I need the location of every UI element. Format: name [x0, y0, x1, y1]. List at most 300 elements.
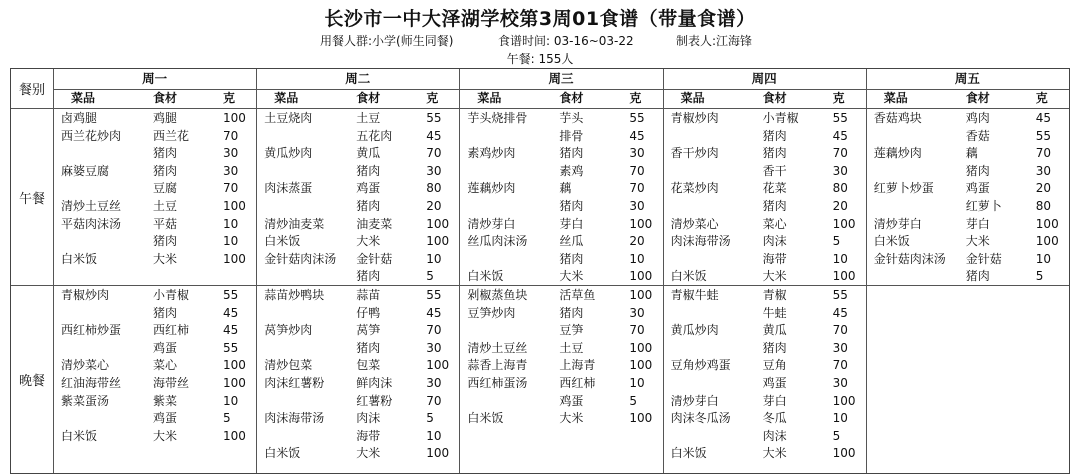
gram-cell: 55: [832, 111, 848, 125]
menu-row: [256, 251, 459, 268]
menu-row: [459, 305, 662, 322]
menu-row: [663, 251, 866, 268]
gram-cell: 70: [426, 323, 442, 338]
menu-row: [53, 428, 256, 445]
ingredient-cell: 冬瓜: [762, 411, 787, 426]
gram-cell: 80: [426, 181, 442, 196]
gram-cell: 30: [832, 376, 848, 390]
menu-row: [663, 340, 866, 357]
dish-cell: 肉沫海带汤: [670, 234, 731, 249]
lunch-count: 午餐: 155人: [506, 52, 574, 66]
menu-row: [866, 163, 1069, 180]
meal-label: 午餐: [18, 191, 45, 207]
dish-cell: 清炒油麦菜: [264, 216, 325, 231]
ingredient-cell: 土豆: [559, 340, 584, 355]
menu-row: [459, 322, 662, 339]
dish-cell: 白米饭: [670, 269, 707, 284]
gram-cell: 10: [832, 411, 848, 426]
gram-cell: 70: [832, 358, 848, 373]
ingredient-cell: 金针菇: [356, 251, 393, 266]
ingredient-cell: 活草鱼: [559, 288, 596, 302]
gram-cell: 70: [629, 181, 645, 196]
ingredient-cell: 猪肉: [356, 340, 381, 355]
dish-cell: 清炒菜心: [61, 358, 110, 373]
ingredient-cell: 猪肉: [356, 199, 381, 213]
ingredient-cell: 猪肉: [153, 305, 178, 320]
menu-row: [663, 268, 866, 285]
menu-row: [663, 287, 866, 304]
dish-cell: 红油海带丝: [61, 376, 122, 390]
dish-cell: 青椒炒肉: [61, 288, 110, 302]
dish-cell: 土豆烧肉: [264, 111, 313, 125]
menu-row: [256, 216, 459, 233]
gram-cell: 10: [629, 251, 645, 266]
ingredient-cell: 五花肉: [356, 128, 393, 143]
gram-cell: 10: [223, 393, 239, 408]
menu-row: [663, 305, 866, 322]
ingredient-cell: 西红柿: [559, 376, 596, 390]
dish-cell: 清炒芽白: [873, 216, 922, 231]
gram-cell: 100: [223, 376, 246, 390]
gram-cell: 100: [832, 216, 856, 231]
gram-cell: 45: [832, 128, 848, 143]
menu-row: [866, 251, 1069, 268]
row-divider: [11, 108, 1069, 109]
gram-cell: 100: [629, 358, 653, 373]
menu-row: [459, 393, 662, 410]
gram-cell: 80: [832, 181, 848, 196]
menu-row: [53, 163, 256, 180]
gram-cell: 45: [223, 305, 239, 320]
ingredient-cell: 小青椒: [153, 288, 190, 302]
ingredient-cell: 丝瓜: [559, 234, 584, 249]
menu-row: [663, 357, 866, 374]
ingredient-cell: 大米: [356, 234, 381, 249]
ingredient-cell: 猪肉: [559, 251, 584, 266]
dish-cell: 紫菜蛋汤: [61, 393, 110, 408]
gram-cell: 100: [223, 428, 246, 443]
gram-cell: 10: [223, 216, 239, 231]
gram-cell: 100: [832, 393, 856, 408]
menu-row: [459, 233, 662, 250]
gram-cell: 80: [1035, 199, 1052, 213]
menu-row: [256, 445, 459, 462]
dish-cell: 白米饭: [670, 446, 707, 461]
gram-cell: 55: [426, 111, 442, 125]
dish-cell: 莴笋炒肉: [264, 323, 313, 338]
dish-header: 菜品: [274, 91, 299, 105]
gram-cell: 10: [1035, 251, 1052, 266]
menu-row: [459, 340, 662, 357]
gram-header: 克: [223, 91, 236, 105]
gram-cell: 30: [426, 163, 442, 178]
gram-cell: 30: [832, 163, 848, 178]
dish-cell: 红萝卜炒蛋: [873, 181, 934, 196]
dish-cell: 肉沫海带汤: [264, 411, 325, 426]
dish-cell: 花菜炒肉: [670, 181, 719, 196]
gram-cell: 100: [426, 234, 450, 249]
gram-cell: 5: [629, 393, 638, 408]
menu-row: [663, 410, 866, 427]
dish-cell: 西兰花炒肉: [61, 128, 122, 143]
ingredient-cell: 大米: [762, 446, 787, 461]
ingredient-cell: 鸡蛋: [356, 181, 381, 196]
menu-row: [53, 340, 256, 357]
dish-cell: 素鸡炒肉: [467, 146, 516, 161]
menu-row: [663, 163, 866, 180]
menu-row: [256, 233, 459, 250]
dish-cell: 莲藕炒肉: [873, 146, 922, 161]
dish-cell: 芋头烧排骨: [467, 111, 528, 125]
menu-row: [53, 198, 256, 215]
menu-row: [866, 216, 1069, 233]
ingredient-cell: 紫菜: [153, 393, 178, 408]
dish-header: 菜品: [477, 91, 502, 105]
menu-row: [459, 216, 662, 233]
menu-row: [866, 233, 1069, 250]
ingredient-cell: 青椒: [762, 288, 787, 302]
gram-cell: 5: [832, 234, 841, 249]
dish-cell: 西红柿炒蛋: [61, 323, 122, 338]
ingredient-cell: 金针菇: [965, 251, 1002, 266]
menu-row: [663, 233, 866, 250]
ingredient-cell: 蒜苗: [356, 288, 381, 302]
dish-cell: 白米饭: [467, 411, 504, 426]
menu-maker: 制表人:江海锋: [676, 34, 753, 48]
dish-cell: 金针菇肉沫汤: [873, 251, 946, 266]
menu-row: [663, 128, 866, 145]
gram-cell: 5: [223, 411, 231, 426]
gram-cell: 100: [223, 111, 246, 125]
gram-cell: 10: [832, 251, 848, 266]
dish-cell: 清炒菜心: [670, 216, 719, 231]
menu-row: [53, 322, 256, 339]
menu-row: [256, 428, 459, 445]
ingredient-cell: 大米: [356, 446, 381, 461]
dish-cell: 清炒包菜: [264, 358, 313, 373]
menu-row: [256, 268, 459, 285]
ingredient-cell: 芋头: [559, 111, 584, 125]
ingredient-cell: 素鸡: [559, 163, 584, 178]
ingredient-cell: 大米: [153, 251, 178, 266]
ingredient-cell: 肉沫: [356, 411, 381, 426]
menu-row: [256, 322, 459, 339]
menu-row: [256, 287, 459, 304]
menu-row: [53, 251, 256, 268]
menu-row: [256, 163, 459, 180]
ingredient-cell: 芽白: [559, 216, 584, 231]
ingredient-cell: 豆笋: [559, 323, 584, 338]
menu-row: [459, 180, 662, 197]
ingredient-cell: 猪肉: [762, 146, 787, 161]
ingredient-cell: 猪肉: [965, 269, 990, 284]
ingredient-cell: 菜心: [762, 216, 787, 231]
menu-row: [53, 216, 256, 233]
menu-row: [459, 375, 662, 392]
ingredient-cell: 猪肉: [356, 163, 381, 178]
gram-cell: 55: [832, 288, 848, 302]
ingredient-header: 食材: [153, 91, 178, 105]
menu-row: [256, 305, 459, 322]
menu-row: [866, 268, 1069, 285]
ingredient-cell: 红薯粉: [356, 393, 393, 408]
menu-row: [866, 128, 1069, 145]
diner-group: 用餐人群:小学(师生同餐): [320, 34, 454, 48]
ingredient-cell: 芽白: [965, 216, 990, 231]
gram-cell: 45: [426, 128, 442, 143]
dish-cell: 丝瓜肉沫汤: [467, 234, 528, 249]
gram-cell: 45: [426, 305, 442, 320]
dish-cell: 平菇肉沫汤: [61, 216, 122, 231]
ingredient-cell: 大米: [153, 428, 178, 443]
menu-row: [459, 110, 662, 127]
gram-cell: 100: [1035, 216, 1059, 231]
dish-cell: 白米饭: [61, 428, 98, 443]
menu-row: [53, 393, 256, 410]
ingredient-cell: 红萝卜: [965, 199, 1002, 213]
dish-cell: 蒜苗炒鸭块: [264, 288, 325, 302]
menu-row: [663, 428, 866, 445]
ingredient-header: 食材: [559, 91, 584, 105]
dish-cell: 青椒炒肉: [670, 111, 719, 125]
ingredient-cell: 上海青: [559, 358, 596, 373]
day-header: 周二: [345, 71, 371, 86]
gram-cell: 100: [629, 340, 653, 355]
ingredient-cell: 肉沫: [762, 234, 787, 249]
ingredient-cell: 猪肉: [153, 146, 178, 161]
menu-row: [663, 445, 866, 462]
menu-row: [256, 145, 459, 162]
ingredient-cell: 藕: [965, 146, 978, 161]
ingredient-cell: 仔鸭: [356, 305, 381, 320]
menu-row: [53, 357, 256, 374]
ingredient-cell: 海带: [356, 428, 381, 443]
dish-cell: 肉沫蒸蛋: [264, 181, 313, 196]
gram-cell: 20: [426, 199, 442, 213]
gram-cell: 100: [426, 446, 450, 461]
page-title: 长沙市一中大泽湖学校第3周01食谱（带量食谱）: [324, 8, 756, 30]
menu-row: [663, 110, 866, 127]
gram-cell: 70: [426, 146, 442, 161]
menu-row: [663, 145, 866, 162]
ingredient-cell: 肉沫: [762, 428, 787, 443]
gram-header: 克: [832, 91, 845, 105]
ingredient-cell: 猪肉: [356, 269, 381, 284]
dish-cell: 白米饭: [873, 234, 910, 249]
menu-row: [256, 198, 459, 215]
gram-cell: 5: [832, 428, 841, 443]
menu-row: [256, 180, 459, 197]
gram-cell: 70: [223, 181, 239, 196]
dish-cell: 肉沫冬瓜汤: [670, 411, 731, 426]
gram-cell: 100: [832, 446, 856, 461]
dish-header: 菜品: [71, 91, 96, 105]
ingredient-cell: 大米: [559, 269, 584, 284]
gram-cell: 5: [426, 411, 434, 426]
gram-cell: 5: [1035, 269, 1044, 284]
ingredient-cell: 猪肉: [762, 340, 787, 355]
menu-row: [256, 393, 459, 410]
menu-row: [866, 145, 1069, 162]
ingredient-cell: 豆角: [762, 358, 787, 373]
gram-cell: 45: [223, 323, 239, 338]
menu-table: [10, 68, 1070, 474]
menu-row: [459, 145, 662, 162]
menu-row: [459, 163, 662, 180]
gram-cell: 55: [223, 340, 239, 355]
category-header: 餐别: [18, 83, 45, 98]
gram-cell: 55: [1035, 128, 1052, 143]
day-header: 周三: [548, 71, 574, 86]
ingredient-cell: 西红柿: [153, 323, 190, 338]
gram-cell: 100: [223, 358, 246, 373]
menu-row: [459, 128, 662, 145]
gram-header: 克: [1035, 91, 1048, 105]
ingredient-cell: 排骨: [559, 128, 584, 143]
gram-cell: 30: [629, 305, 645, 320]
menu-row: [256, 375, 459, 392]
gram-cell: 10: [629, 376, 645, 390]
menu-row: [663, 375, 866, 392]
gram-cell: 100: [832, 269, 856, 284]
dish-cell: 白米饭: [264, 234, 301, 249]
gram-cell: 30: [1035, 163, 1052, 178]
ingredient-cell: 猪肉: [559, 146, 584, 161]
ingredient-cell: 香菇: [965, 128, 990, 143]
day-header: 周一: [142, 71, 168, 86]
gram-cell: 30: [832, 340, 848, 355]
ingredient-cell: 猪肉: [762, 128, 787, 143]
gram-cell: 20: [629, 234, 645, 249]
menu-row: [663, 180, 866, 197]
gram-cell: 30: [629, 199, 645, 213]
gram-cell: 45: [832, 305, 848, 320]
gram-cell: 10: [223, 234, 239, 249]
ingredient-cell: 香干: [762, 163, 787, 178]
ingredient-cell: 包菜: [356, 358, 381, 373]
menu-row: [663, 393, 866, 410]
gram-cell: 100: [1035, 234, 1059, 249]
menu-period: 食谱时间: 03-16~03-22: [498, 34, 634, 48]
dish-cell: 清炒土豆丝: [61, 199, 122, 213]
ingredient-cell: 海带丝: [153, 376, 190, 390]
ingredient-cell: 莴笋: [356, 323, 381, 338]
dish-cell: 黄瓜炒肉: [670, 323, 719, 338]
gram-cell: 5: [426, 269, 434, 284]
ingredient-cell: 土豆: [356, 111, 381, 125]
dish-cell: 青椒牛蛙: [670, 288, 719, 302]
gram-cell: 70: [832, 323, 848, 338]
menu-row: [256, 128, 459, 145]
dish-cell: 豆笋炒肉: [467, 305, 516, 320]
ingredient-cell: 猪肉: [153, 163, 178, 178]
dish-header: 菜品: [680, 91, 705, 105]
dish-cell: 白米饭: [61, 251, 98, 266]
gram-cell: 45: [1035, 111, 1052, 125]
gram-cell: 55: [629, 111, 645, 125]
ingredient-cell: 鸡蛋: [153, 411, 178, 426]
ingredient-cell: 鸡蛋: [965, 181, 990, 196]
menu-row: [663, 198, 866, 215]
dish-cell: 卤鸡腿: [61, 111, 98, 125]
ingredient-cell: 鸡蛋: [559, 393, 584, 408]
menu-row: [459, 268, 662, 285]
menu-row: [53, 145, 256, 162]
ingredient-cell: 鲜肉沫: [356, 376, 393, 390]
dish-cell: 香菇鸡块: [873, 111, 922, 125]
gram-cell: 100: [629, 269, 653, 284]
dish-cell: 香干炒肉: [670, 146, 719, 161]
dish-cell: 清炒芽白: [467, 216, 516, 231]
ingredient-cell: 猪肉: [762, 199, 787, 213]
menu-row: [256, 110, 459, 127]
gram-cell: 55: [223, 288, 239, 302]
gram-cell: 55: [426, 288, 442, 302]
menu-row: [53, 128, 256, 145]
ingredient-cell: 大米: [762, 269, 787, 284]
dish-cell: 黄瓜炒肉: [264, 146, 313, 161]
ingredient-cell: 黄瓜: [762, 323, 787, 338]
ingredient-cell: 猪肉: [559, 199, 584, 213]
menu-row: [53, 287, 256, 304]
ingredient-cell: 鸡蛋: [153, 340, 178, 355]
dish-cell: 西红柿蛋汤: [467, 376, 528, 390]
dish-cell: 肉沫红薯粉: [264, 376, 325, 390]
gram-cell: 100: [629, 216, 653, 231]
menu-row: [256, 410, 459, 427]
menu-row: [459, 357, 662, 374]
dish-cell: 白米饭: [264, 446, 301, 461]
dish-cell: 豆角炒鸡蛋: [670, 358, 731, 373]
gram-cell: 30: [426, 376, 442, 390]
menu-row: [256, 340, 459, 357]
gram-cell: 100: [426, 216, 450, 231]
gram-cell: 100: [426, 358, 450, 373]
ingredient-cell: 猪肉: [559, 305, 584, 320]
ingredient-cell: 豆腐: [153, 181, 178, 196]
ingredient-header: 食材: [965, 91, 990, 105]
menu-row: [459, 251, 662, 268]
dish-cell: 蒜香上海青: [467, 358, 528, 373]
gram-cell: 30: [223, 163, 239, 178]
menu-row: [459, 287, 662, 304]
gram-cell: 30: [629, 146, 645, 161]
ingredient-cell: 大米: [559, 411, 584, 426]
dish-cell: 金针菇肉沫汤: [264, 251, 337, 266]
menu-row: [53, 410, 256, 427]
gram-cell: 70: [629, 323, 645, 338]
gram-cell: 20: [1035, 181, 1052, 196]
dish-cell: 清炒芽白: [670, 393, 719, 408]
menu-row: [53, 110, 256, 127]
menu-row: [459, 410, 662, 427]
ingredient-cell: 鸡蛋: [762, 376, 787, 390]
menu-row: [53, 233, 256, 250]
menu-row: [866, 110, 1069, 127]
menu-row: [256, 357, 459, 374]
gram-cell: 10: [426, 428, 442, 443]
ingredient-cell: 海带: [762, 251, 787, 266]
dish-cell: 麻婆豆腐: [61, 163, 110, 178]
menu-row: [866, 180, 1069, 197]
menu-row: [663, 322, 866, 339]
gram-header: 克: [629, 91, 642, 105]
day-header: 周五: [954, 71, 980, 86]
gram-cell: 100: [223, 251, 246, 266]
gram-cell: 70: [426, 393, 442, 408]
gram-header: 克: [426, 91, 439, 105]
gram-cell: 45: [629, 128, 645, 143]
